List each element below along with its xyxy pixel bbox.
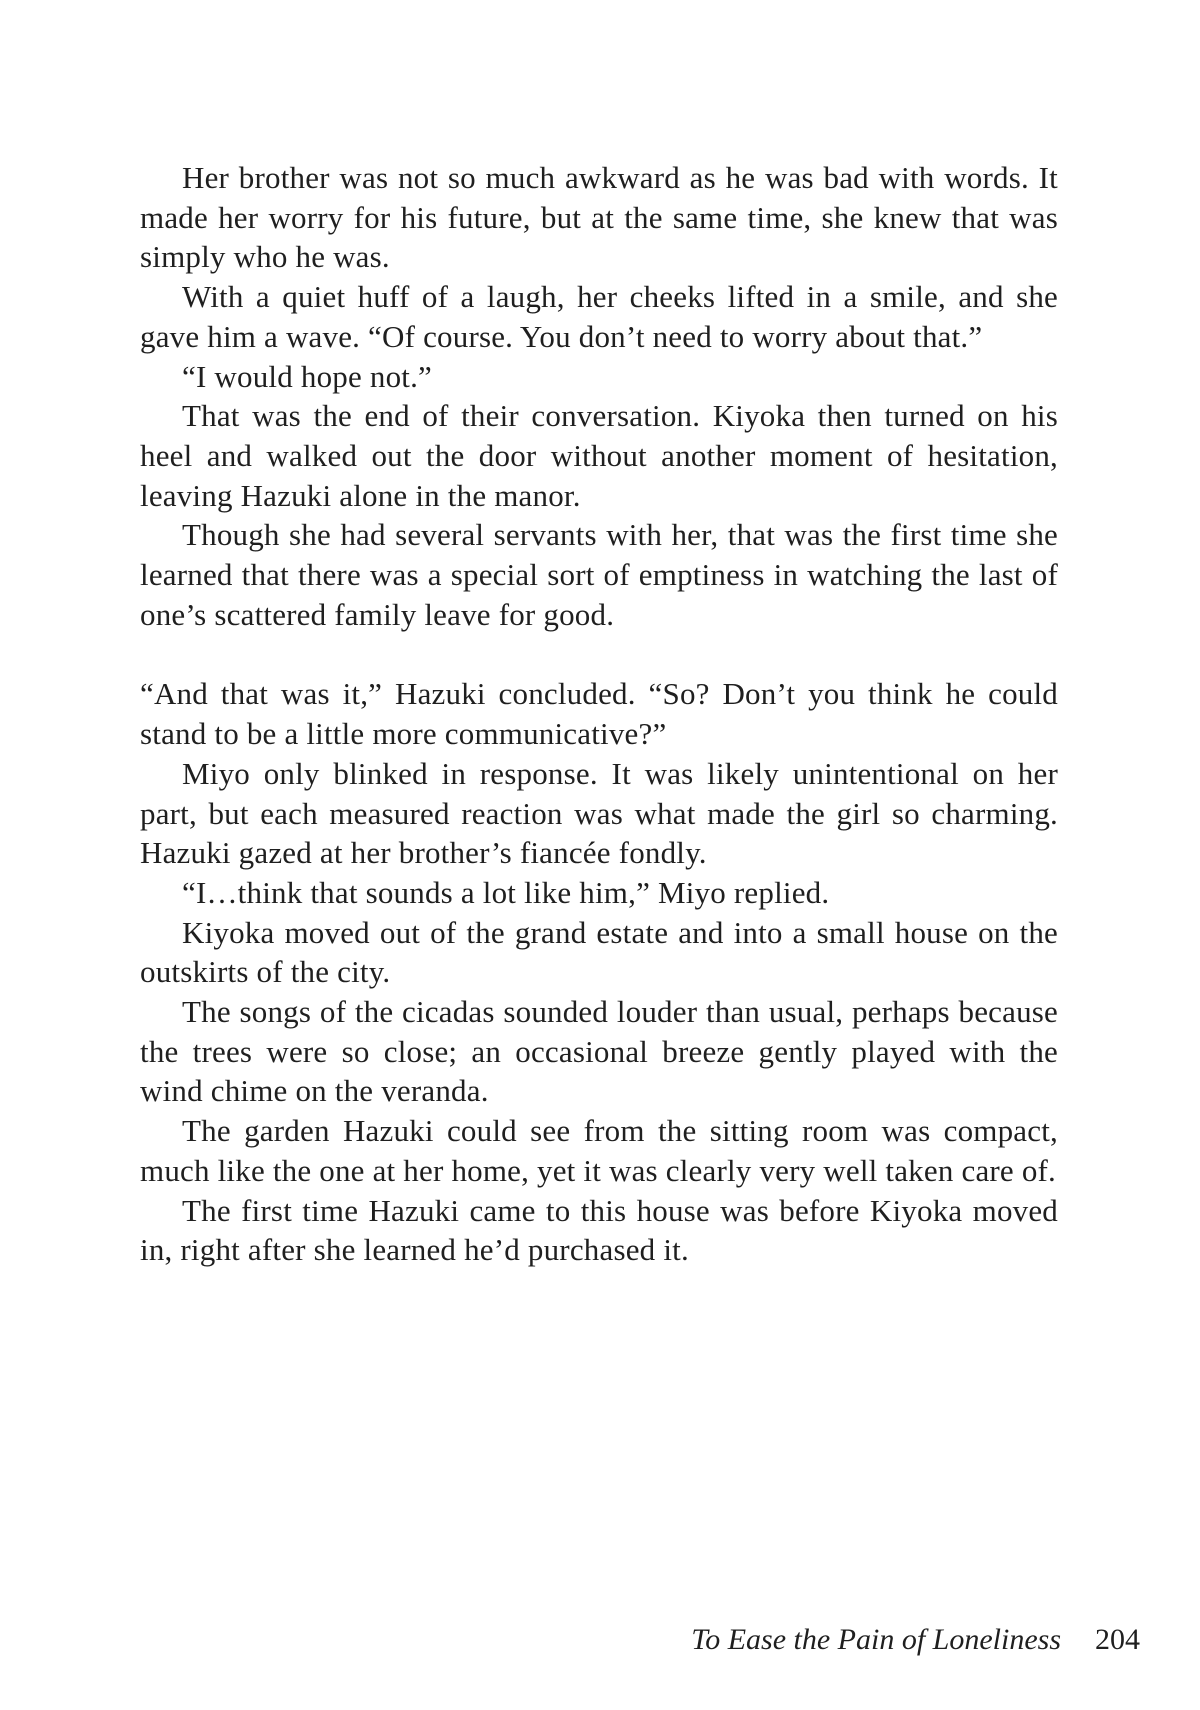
paragraph: Though she had several servants with her, that was the first time she learned that there was a special sort of emptiness in watching the last of one’s scattered family leave for good. [140, 517, 1058, 632]
paragraph: With a quiet huff of a laugh, her cheeks lifted in a smile, and she gave him a wave. “Of course. You don’t need to worry about that.” [140, 279, 1058, 354]
page-body-text [140, 158, 1058, 1270]
paragraph: “I would hope not.” [182, 358, 433, 394]
paragraph: “I…think that sounds a lot like him,” Miyo replied. [182, 874, 830, 910]
paragraph: The first time Hazuki came to this house was before Kiyoka moved in, right after she learned he’d purchased it. [140, 1192, 1058, 1268]
paragraph: Her brother was not so much awkward as he was bad with words. It made her worry for his future, but at the same time, she knew that was simply who he was. [140, 160, 1058, 275]
paragraph: That was the end of their conversation. Kiyoka then turned on his heel and walked out the door without another moment of hesitation, leaving Hazuki alone in the manor. [140, 398, 1058, 513]
page-number: 204 [1095, 1623, 1140, 1656]
running-title: To Ease the Pain of Loneliness [691, 1623, 1061, 1656]
paragraph: Miyo only blinked in response. It was likely unintentional on her part, but each measured reaction was what made the girl so charming. Hazuki gazed at her brother’s fiancée fondly. [140, 755, 1058, 871]
paragraph: The songs of the cicadas sounded louder than usual, perhaps because the trees were so close; an occasional breeze gently played with the wind chime on the veranda. [140, 994, 1058, 1109]
paragraph: “And that was it,” Hazuki concluded. “So? Don’t you think he could stand to be a little more communicative?” [140, 676, 1058, 752]
paragraph: The garden Hazuki could see from the sitting room was compact, much like the one at her home, yet it was clearly very well taken care of. [140, 1113, 1058, 1188]
paragraph: Kiyoka moved out of the grand estate and into a small house on the outskirts of the city. [140, 914, 1058, 990]
page-footer [691, 1622, 1140, 1658]
